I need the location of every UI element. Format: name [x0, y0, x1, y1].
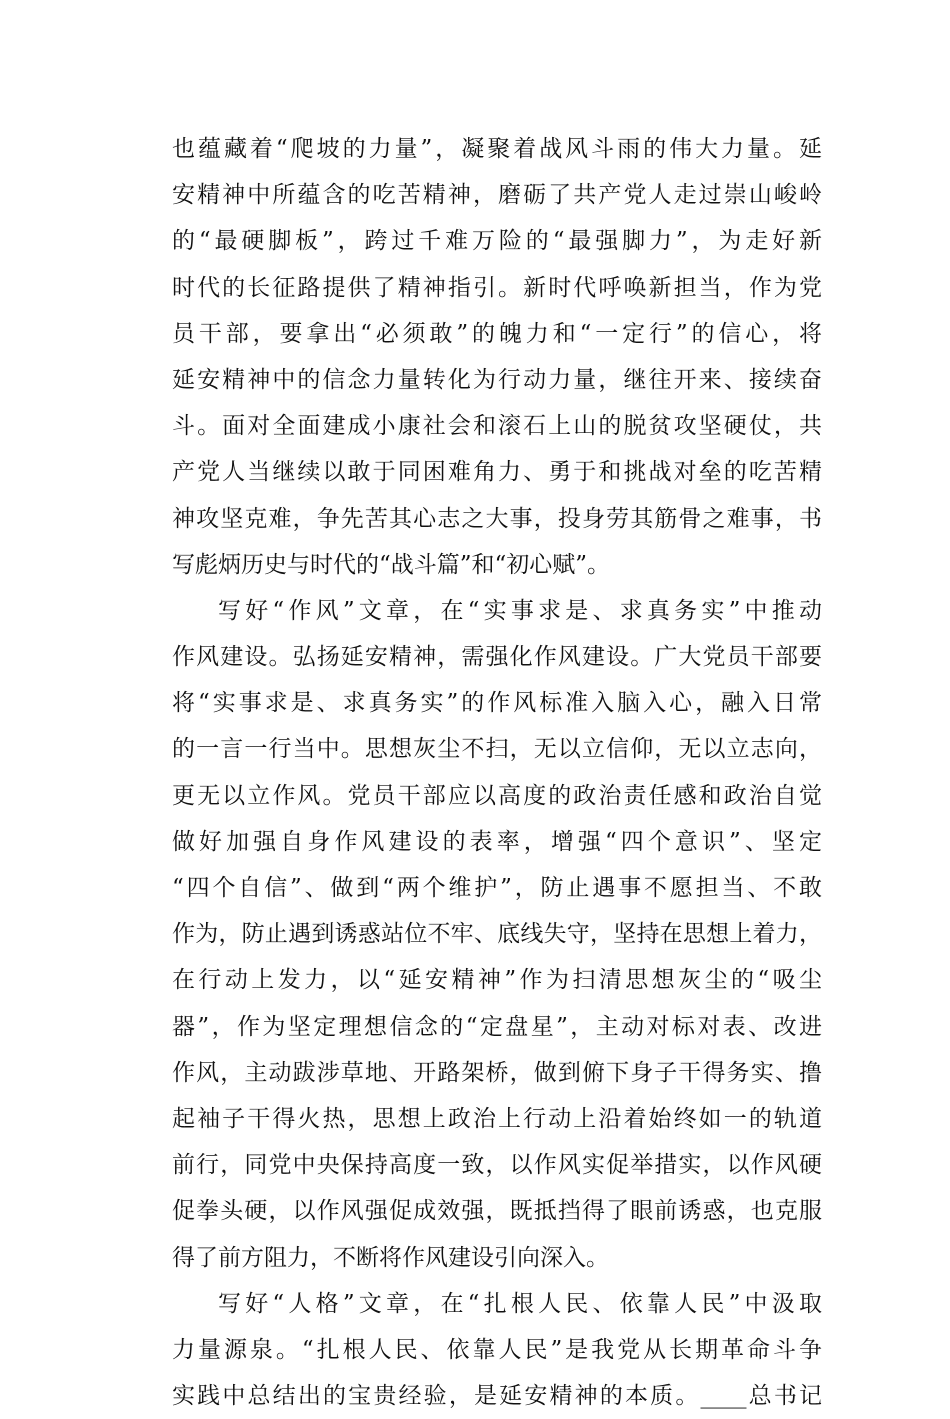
paragraph-1-line-3: 的“最硬脚板”，跨过千难万险的“最强脚力”，为走好新: [172, 228, 822, 255]
paragraph-2-line-10: 器”，作为坚定理想信念的“定盘星”，主动对标对表、改进: [172, 1013, 822, 1040]
paragraph-2-line-11: 作风，主动跋涉草地、开路架桥，做到俯下身子干得务实、撸: [172, 1059, 822, 1086]
paragraph-3-line-3: 实践中总结出的宝贵经验，是延安精神的本质。____总书记: [172, 1383, 822, 1410]
paragraph-2-line-12: 起袖子干得火热，思想上政治上行动上沿着始终如一的轨道: [172, 1105, 822, 1132]
paragraph-1-line-4: 时代的长征路提供了精神指引。新时代呼唤新担当，作为党: [172, 274, 822, 301]
paragraph-2-line-2: 作风建设。弘扬延安精神，需强化作风建设。广大党员干部要: [172, 644, 822, 671]
paragraph-2-line-13: 前行，同党中央保持高度一致，以作风实促举措实，以作风硬: [172, 1152, 822, 1179]
paragraph-2-line-4: 的一言一行当中。思想灰尘不扫，无以立信仰，无以立志向，: [172, 736, 822, 763]
paragraph-1-line-2: 安精神中所蕴含的吃苦精神，磨砺了共产党人走过崇山峻岭: [172, 182, 822, 209]
paragraph-1-line-7: 斗。面对全面建成小康社会和滚石上山的脱贫攻坚硬仗，共: [172, 413, 822, 440]
paragraph-2-line-15: 得了前方阻力，不断将作风建设引向深入。: [172, 1244, 609, 1271]
paragraph-1-line-9: 神攻坚克难，争先苦其心志之大事，投身劳其筋骨之难事，书: [172, 505, 822, 532]
paragraph-2-line-6: 做好加强自身作风建设的表率，增强“四个意识”、坚定: [172, 828, 822, 855]
paragraph-2-line-1: 写好“作风”文章，在“实事求是、求真务实”中推动: [218, 597, 822, 624]
paragraph-1-line-1: 也蕴藏着“爬坡的力量”，凝聚着战风斗雨的伟大力量。延: [172, 136, 822, 162]
paragraph-2-line-14: 促拳头硬，以作风强促成效强，既抵挡得了眼前诱惑，也克服: [172, 1198, 822, 1225]
paragraph-2-line-8: 作为，防止遇到诱惑站位不牢、底线失守，坚持在思想上着力，: [172, 921, 822, 948]
paragraph-2-line-3: 将“实事求是、求真务实”的作风标准入脑入心，融入日常: [172, 690, 822, 717]
paragraph-1-line-5: 员干部，要拿出“必须敢”的魄力和“一定行”的信心，将: [172, 320, 822, 347]
paragraph-2-line-5: 更无以立作风。党员干部应以高度的政治责任感和政治自觉: [172, 782, 822, 809]
paragraph-1-line-10: 写彪炳历史与时代的“战斗篇”和“初心赋”。: [172, 551, 611, 578]
paragraph-1-line-8: 产党人当继续以敢于同困难角力、勇于和挑战对垒的吃苦精: [172, 459, 822, 486]
paragraph-2-line-7: “四个自信”、做到“两个维护”，防止遇事不愿担当、不敢: [172, 875, 822, 901]
paragraph-3-line-1: 写好“人格”文章，在“扎根人民、依靠人民”中汲取: [218, 1290, 822, 1317]
paragraph-3-line-2: 力量源泉。“扎根人民、依靠人民”是我党从长期革命斗争: [172, 1336, 822, 1363]
article-body: [172, 126, 822, 1419]
paragraph-2-line-9: 在行动上发力，以“延安精神”作为扫清思想灰尘的“吸尘: [172, 967, 822, 994]
paragraph-1-line-6: 延安精神中的信念力量转化为行动力量，继往开来、接续奋: [172, 366, 822, 393]
